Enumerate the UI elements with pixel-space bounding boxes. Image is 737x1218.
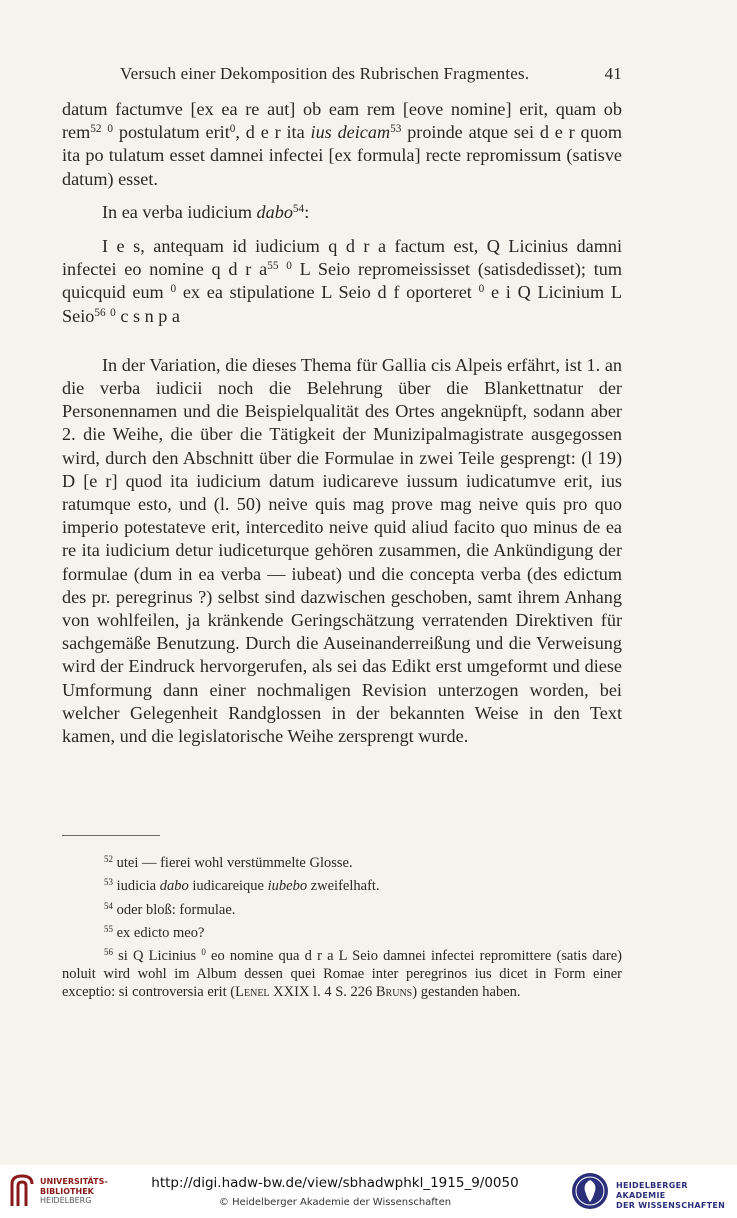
digitization-footer: [0, 1165, 737, 1218]
running-title: Versuch einer Dekomposition des Rubrischen Fragmentes.: [120, 64, 530, 83]
copyright-notice: © Heidelberger Akademie der Wissenschaften: [218, 1197, 452, 1208]
footnotes: [62, 855, 622, 1007]
footnote-divider: [62, 835, 160, 836]
university-library-name: UNIVERSITÄTS- BIBLIOTHEK HEIDELBERG: [40, 1177, 108, 1205]
paragraph-variation: In der Variation, die dieses Thema für Gallia cis Alpeis erfährt, ist 1. an die verba iudicii noch die Belehrung über die Blankettnatur der Personennamen und die Beispielqualität des Ortes angeknüpft, sodann aber 2. die Weihe, die über die Tätigkeit der Munizipalmagistrate ausgegossen wird, durch den Abschnitt über die Formulae in zwei Teile gesprengt: (l 19) D [e r] quod ita iudicium datum iudicareve iussum iudicatumve erit, ius ratumque esto, und (l. 50) neive quis mag prove mag neive quis pro quo imperio potestateve erit, intercedito neive quid aliud facito quo minus de ea re ita iudicium detur iudiceturque gehören zusammen, die Ankündigung der formulae (dum in ea verba — iubeat) und die concepta verba (des edictum des pr. peregrinus ?) selbst sind dazwischen geschoben, samt ihrem Anhang von wohlfeilen, ja kränkende Geringschätzung verratenden Direktiven für sachgemäße Benutzung. Durch die Auseinanderreißung und die Verweisung wird der Eindruck hervorgerufen, als sei das Edikt erst umgeformt und diese Umformung dann einer nochmaligen Revision unterzogen worden, bei welcher Gelegenheit Randglossen in der bekannten Weise in den Text kamen, und die legislatorische Weihe zersprengt wurde.: [62, 354, 622, 747]
footnote-55: $^{55}$ ex edicto meo?: [104, 923, 205, 941]
university-library-logo-icon: [8, 1172, 36, 1210]
footnote-54: $^{54}$ oder bloß: formulae.: [104, 900, 236, 918]
footnote-56: $^{56}$ si Q Licinius $^0$ eo nomine qua d r a L Seio damnei infectei repromittere (satis dare) noluit wird wohl im Album dessen quei Romae inter peregrinos ius dicet in Form einer exceptio: si controversia erit (Lenel XXIX l. 4 S. 226 Bruns) gestanden haben.: [62, 947, 622, 1000]
footnote-52: $^{52}$ utei — fierei wohl verstümmelte Glosse.: [104, 854, 353, 871]
academy-name: HEIDELBERGER AKADEMIE DER WISSENSCHAFTEN: [616, 1181, 726, 1210]
footnote-53: $^{53}$ iudicia dabo iudicareique iubebo zweifelhaft.: [104, 877, 380, 895]
academy-seal-icon: [570, 1170, 610, 1212]
page-number: 41: [604, 64, 622, 83]
paragraph-iudicium-intro: In ea verba iudicium dabo$^{54}$:: [102, 201, 310, 222]
main-text: [62, 98, 622, 748]
permalink[interactable]: http://digi.hadw-bw.de/view/sbhadwphkl_1915_9/0050: [151, 1175, 519, 1191]
paragraph-formula-text: I e s, antequam id iudicium q d r a factum est, Q Licinius damni infectei eo nomine q d r $a^{55}$ $^0$ L Seio repromeississet (satisdedisset); tum quicquid eum $^0$ ex ea stipulatione L Seio d f oporteret $^0$ e i Q Licinium L Seio$^{56}$ $^0$ c s n p a: [62, 236, 623, 326]
paragraph-formula-end: datum factumve [ex ea re aut] ob eam rem [eove nomine] erit, quam ob rem$^{52}$ $^0$ postulatum erit$^0$, d e r ita ius deicam$^{53}$ proinde atque sei d e r quom ita po tulatum esset damnei infectei [ex formula] recte repromissum (satisve datum) esset.: [62, 99, 622, 189]
